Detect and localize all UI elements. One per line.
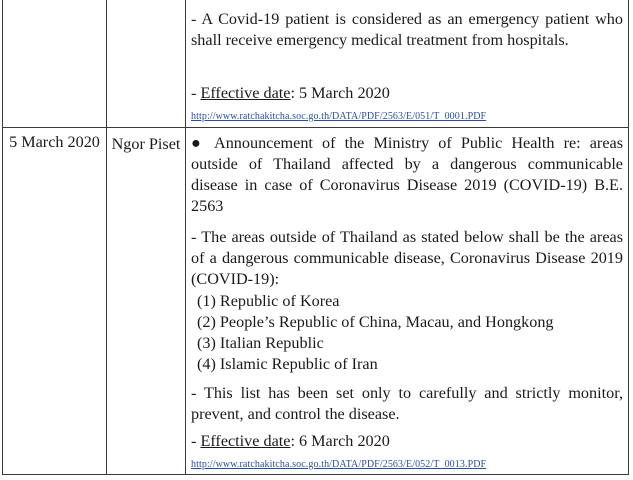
list-item: (1) Republic of Korea xyxy=(197,292,340,310)
row2-paragraph-areas: - The areas outside of Thailand as stated below shall be the areas of a dangerous communicable disease, Coronavirus Disease 2019 (COVID-19): xyxy=(191,228,623,288)
column-divider-1 xyxy=(106,0,107,474)
row1-gazette-link[interactable]: http://www.ratchakitcha.soc.go.th/DATA/PDF/2563/E/051/T_0001.PDF xyxy=(191,111,487,122)
list-item: (3) Italian Republic xyxy=(197,334,324,352)
row2-paragraph-monitor: - This list has been set only to carefully and strictly monitor, prevent, and control the disease. xyxy=(191,384,623,423)
row1-effective-date: - Effective date: 5 March 2020 xyxy=(191,84,390,102)
column-divider-2 xyxy=(185,0,186,474)
row1-paragraph: - A Covid-19 patient is considered as an emergency patient who shall receive emergency medical treatment from hospitals. xyxy=(191,10,623,49)
row2-effective-date: - Effective date: 6 March 2020 xyxy=(191,432,390,450)
row2-date: 5 March 2020 xyxy=(9,133,100,151)
row2-author: Ngor Piset xyxy=(111,135,181,153)
row2-gazette-link[interactable]: http://www.ratchakitcha.soc.go.th/DATA/PDF/2563/E/052/T_0013.PDF xyxy=(191,459,487,470)
row-divider xyxy=(3,127,628,128)
list-item: (2) People’s Republic of China, Macau, and Hongkong xyxy=(197,313,554,331)
document-table xyxy=(2,0,629,475)
list-item: (4) Islamic Republic of Iran xyxy=(197,355,378,373)
row2-announcement-title: ● Announcement of the Ministry of Public Health re: areas outside of Thailand affected by a dangerous communicable disease in case of Coronavirus Disease 2019 (COVID-19) B.E. 2563 xyxy=(191,134,623,215)
row2-country-list xyxy=(197,291,629,375)
